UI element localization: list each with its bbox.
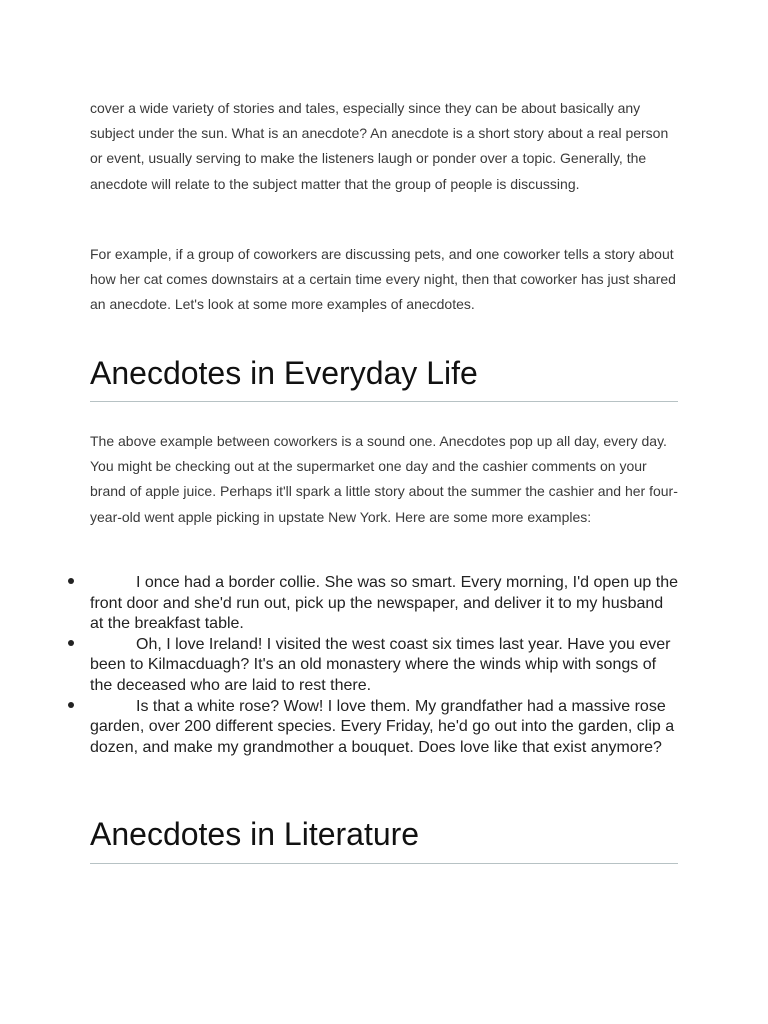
bullet-icon	[68, 578, 74, 584]
list-item	[90, 573, 680, 635]
heading-everyday-life: Anecdotes in Everyday Life	[90, 355, 478, 391]
bullet-icon	[68, 702, 74, 708]
example-text: Is that a white rose? Wow! I love them. My grandfather had a massive rose garden, over 200 different species. Every Friday, he'd go out into the garden, clip a dozen, and make my grandmother a bouquet. Does love like that exist anymore?	[90, 697, 675, 756]
example-text: I once had a border collie. She was so smart. Every morning, I'd open up the front door and she'd run out, pick up the newspaper, and deliver it to my husband at the breakfast table.	[90, 574, 679, 633]
examples-list	[90, 573, 680, 758]
list-item	[90, 697, 680, 759]
intro-paragraph-2: For example, if a group of coworkers are discussing pets, and one coworker tells a story about how her cat comes downstairs at a certain time every night, then that coworker has just shared an anecdote. Let's look at some more examples of anecdotes.	[90, 246, 676, 313]
heading-literature: Anecdotes in Literature	[90, 816, 420, 852]
example-text: Oh, I love Ireland! I visited the west coast six times last year. Have you ever been to Kilmacduagh? It's an old monastery where the winds whip with songs of the deceased who are laid to rest there.	[90, 635, 671, 694]
list-item	[90, 635, 680, 697]
heading-divider	[90, 401, 678, 402]
bullet-icon	[68, 640, 74, 646]
heading-divider	[90, 863, 678, 864]
everyday-paragraph: The above example between coworkers is a sound one. Anecdotes pop up all day, every day. You might be checking out at the supermarket one day and the cashier comments on your brand of apple juice. Perhaps it'll spark a little story about the summer the cashier and her four-year-old went apple picking in upstate New York. Here are some more examples:	[90, 433, 678, 525]
intro-paragraph-1: cover a wide variety of stories and tales, especially since they can be about basically any subject under the sun. What is an anecdote? An anecdote is a short story about a real person or event, usually serving to make the listeners laugh or ponder over a topic. Generally, the anecdote will relate to the subject matter that the group of people is discussing.	[90, 100, 669, 192]
